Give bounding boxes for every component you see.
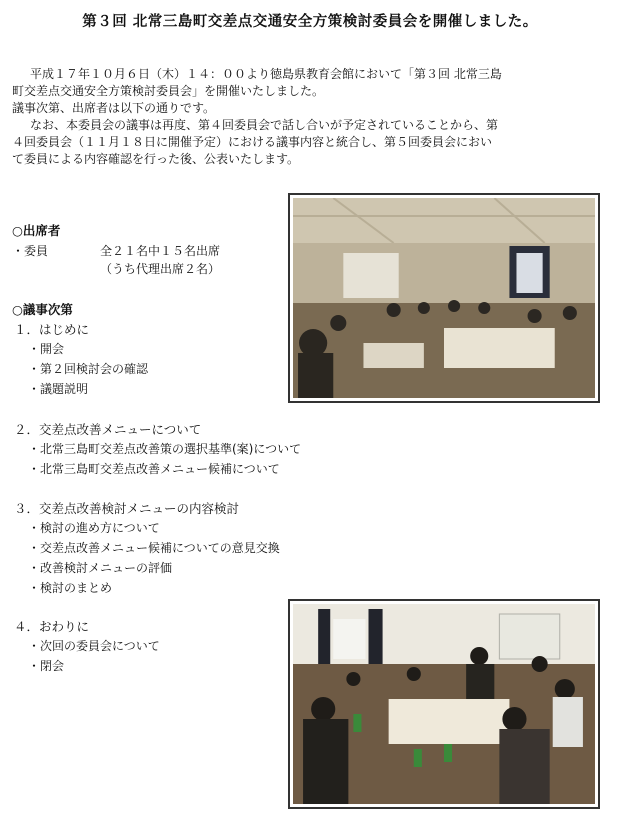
agenda-item: ・交差点改善メニュー候補についての意見交換	[28, 541, 280, 555]
intro-line: て委員による内容確認を行った後、公表いたします。	[12, 152, 300, 166]
attendees-label: ・委員	[12, 244, 49, 258]
meeting-photo-2	[288, 599, 600, 809]
agenda-section-title: １．はじめに	[14, 322, 90, 337]
intro-paragraph	[12, 66, 610, 168]
meeting-photo-1-image	[293, 198, 595, 398]
intro-line: ４回委員会（１１月１８日に開催予定）における議事内容と統合し、第５回委員会におい	[12, 135, 493, 149]
agenda-item: ・検討の進め方について	[28, 521, 160, 535]
meeting-photo-2-image	[293, 604, 595, 804]
meeting-photo-1	[288, 193, 600, 403]
attendees-heading: ○出席者	[12, 223, 61, 238]
attendees-count: 全２１名中１５名出席	[100, 244, 221, 258]
intro-line: 町交差点交通安全方策検討委員会」を開催いたしました。	[12, 84, 325, 98]
intro-line: なお、本委員会の議事は再度、第４回委員会で話し合いが予定されていることから、第	[30, 118, 499, 132]
agenda-item: ・北常三島町交差点改善策の選択基準(案)について	[28, 442, 302, 456]
intro-line: 平成１７年１０月６日（木）１４：００より徳島県教育会館において「第３回 北常三島	[30, 67, 502, 81]
agenda-item: ・次回の委員会について	[28, 639, 160, 653]
page-title: 第３回 北常三島町交差点交通安全方策検討委員会を開催しました。	[82, 14, 538, 30]
agenda-heading: ○議事次第	[12, 302, 73, 317]
agenda-item: ・第２回検討会の確認	[28, 362, 149, 376]
agenda-section-title: ３．交差点改善検討メニューの内容検討	[14, 501, 240, 516]
intro-line: 議事次第、出席者は以下の通りです。	[12, 101, 216, 115]
agenda-item: ・閉会	[28, 659, 65, 673]
attendees-note: （うち代理出席２名）	[100, 262, 221, 276]
agenda-item: ・開会	[28, 342, 65, 356]
agenda-item: ・議題説明	[28, 382, 89, 396]
agenda-item: ・北常三島町交差点改善メニュー候補について	[28, 462, 280, 476]
agenda-section-title: ４．おわりに	[14, 619, 90, 634]
agenda-section-title: ２．交差点改善メニューについて	[14, 422, 202, 437]
agenda-item: ・検討のまとめ	[28, 581, 113, 595]
agenda-item: ・改善検討メニューの評価	[28, 561, 173, 575]
